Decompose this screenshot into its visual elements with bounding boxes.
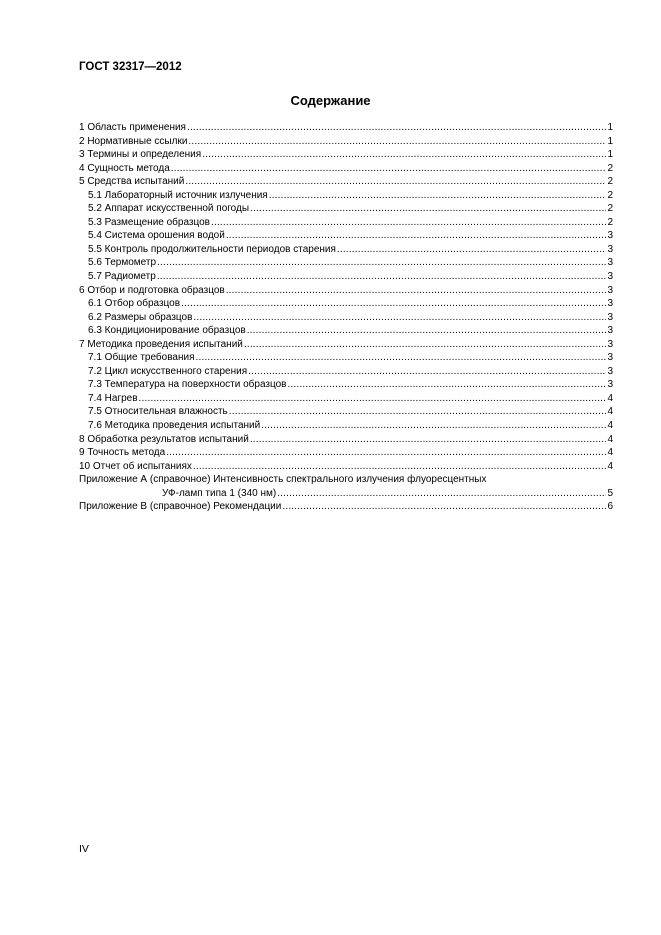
toc-entry-label: 5.1 Лабораторный источник излучения xyxy=(88,189,268,201)
dot-leader xyxy=(261,419,606,433)
toc-entry[interactable] xyxy=(79,189,613,203)
dot-leader xyxy=(185,175,606,189)
toc-entry-label: 6 Отбор и подготовка образцов xyxy=(79,284,225,296)
toc-entry-label: 6.3 Кондиционирование образцов xyxy=(88,325,246,337)
toc-entry-label: 7.3 Температура на поверхности образцов xyxy=(88,379,287,391)
dot-leader xyxy=(202,148,606,162)
toc-entry-page: 3 xyxy=(607,325,613,337)
toc-entry-page: 1 xyxy=(607,135,613,147)
toc-entry[interactable] xyxy=(79,148,613,162)
toc-entry[interactable] xyxy=(79,446,613,460)
toc-entry-page: 4 xyxy=(607,392,613,404)
toc-entry-page: 4 xyxy=(607,460,613,472)
toc-entry[interactable] xyxy=(79,121,613,135)
toc-entry-label: 4 Сущность метода xyxy=(79,162,170,174)
toc-entry-page: 3 xyxy=(607,311,613,323)
toc-entry[interactable] xyxy=(79,365,613,379)
toc-entry[interactable] xyxy=(79,243,613,257)
toc-entry[interactable] xyxy=(79,378,613,392)
appendix-b-label: Приложение В (справочное) Рекомендации xyxy=(79,501,282,513)
dot-leader xyxy=(157,270,607,284)
toc-entry-label: 1 Область применения xyxy=(79,122,186,133)
toc-entry-label: 5.2 Аппарат искусственной погоды xyxy=(88,203,250,215)
toc-entry-page: 3 xyxy=(607,379,613,391)
dot-leader xyxy=(248,365,606,379)
toc-entry-label: 7.6 Методика проведения испытаний xyxy=(88,420,261,432)
toc-entry[interactable] xyxy=(79,405,613,419)
dot-leader xyxy=(181,297,606,311)
toc-entry[interactable] xyxy=(79,175,613,189)
dot-leader xyxy=(193,460,607,474)
dot-leader xyxy=(250,202,606,216)
toc-entry-page: 4 xyxy=(607,406,613,418)
dot-leader xyxy=(282,500,606,514)
toc-entry-page: 4 xyxy=(607,447,613,459)
toc-entry-label: 5 Средства испытаний xyxy=(79,176,185,188)
toc-entry-label: 10 Отчет об испытаниях xyxy=(79,460,192,472)
page-number: IV xyxy=(79,843,89,855)
dot-leader xyxy=(157,256,606,270)
toc-entry-label: 6.2 Размеры образцов xyxy=(88,311,193,323)
toc-entry-label: 7.2 Цикл искусственного старения xyxy=(88,365,248,377)
toc-entry-page: 3 xyxy=(607,298,613,310)
toc-entry-label: 5.5 Контроль продолжительности периодов старения xyxy=(88,243,336,255)
toc-entry[interactable] xyxy=(79,216,613,230)
dot-leader xyxy=(250,433,607,447)
dot-leader xyxy=(229,405,607,419)
toc-entry-page: 2 xyxy=(607,203,613,215)
toc-entry[interactable] xyxy=(79,135,613,149)
toc-entry[interactable] xyxy=(79,419,613,433)
toc-entry[interactable] xyxy=(79,229,613,243)
dot-leader xyxy=(139,392,607,406)
toc-entry-page: 2 xyxy=(607,216,613,228)
toc-entry[interactable] xyxy=(79,324,613,338)
toc-entry-page: 3 xyxy=(607,230,613,242)
toc-entry-page: 2 xyxy=(607,189,613,201)
toc-entry-page: 2 xyxy=(607,176,613,188)
toc-entry[interactable] xyxy=(79,162,613,176)
toc-entry-page: 1 xyxy=(607,122,613,133)
appendix-a-label-cont: УФ-ламп типа 1 (340 нм) xyxy=(162,487,277,499)
toc-entry-page: 4 xyxy=(607,433,613,445)
toc-entry-label: 8 Обработка результатов испытаний xyxy=(79,433,249,445)
dot-leader xyxy=(337,243,607,257)
toc-entry-label: 5.4 Система орошения водой xyxy=(88,230,225,242)
appendix-a-entry[interactable] xyxy=(79,487,613,501)
appendix-a-label: Приложение А (справочное) Интенсивность спектрального излучения флуоресцентных xyxy=(79,474,487,486)
table-of-contents xyxy=(79,121,613,514)
toc-entry[interactable] xyxy=(79,338,613,352)
dot-leader xyxy=(287,378,606,392)
toc-entry-label: 7.5 Относительная влажность xyxy=(88,406,228,418)
toc-entry[interactable] xyxy=(79,297,613,311)
dot-leader xyxy=(226,229,607,243)
toc-entry-page: 2 xyxy=(607,162,613,174)
toc-entry[interactable] xyxy=(79,311,613,325)
toc-entry-label: 7 Методика проведения испытаний xyxy=(79,338,243,350)
dot-leader xyxy=(244,338,607,352)
dot-leader xyxy=(277,487,606,501)
toc-entries xyxy=(79,121,613,473)
dot-leader xyxy=(193,311,606,325)
dot-leader xyxy=(166,446,606,460)
dot-leader xyxy=(247,324,607,338)
toc-entry-page: 3 xyxy=(607,338,613,350)
toc-entry-label: 7.1 Общие требования xyxy=(88,352,195,364)
toc-entry[interactable] xyxy=(79,392,613,406)
toc-entry[interactable] xyxy=(79,351,613,365)
toc-entry-label: 7.4 Нагрев xyxy=(88,392,138,404)
toc-entry-label: 9 Точность метода xyxy=(79,447,166,459)
toc-entry-label: 5.7 Радиометр xyxy=(88,271,156,283)
dot-leader xyxy=(211,216,606,230)
standard-designation: ГОСТ 32317—2012 xyxy=(79,61,182,73)
appendix-a-title-line xyxy=(79,473,613,487)
toc-entry-label: 2 Нормативные ссылки xyxy=(79,135,188,147)
dot-leader xyxy=(188,135,606,149)
toc-entry-label: 5.3 Размещение образцов xyxy=(88,216,210,228)
toc-entry-label: 3 Термины и определения xyxy=(79,149,202,161)
appendix-b-page: 6 xyxy=(607,501,613,513)
toc-entry-page: 4 xyxy=(607,420,613,432)
toc-entry-page: 3 xyxy=(607,257,613,269)
dot-leader xyxy=(269,189,607,203)
appendix-a-page: 5 xyxy=(607,487,613,499)
toc-entry-label: 6.1 Отбор образцов xyxy=(88,298,181,310)
toc-entry-page: 3 xyxy=(607,352,613,364)
toc-entry-page: 3 xyxy=(607,243,613,255)
dot-leader xyxy=(226,284,607,298)
toc-entry-page: 1 xyxy=(607,149,613,161)
toc-entry[interactable] xyxy=(79,256,613,270)
toc-entry[interactable] xyxy=(79,433,613,447)
toc-entry-page: 3 xyxy=(607,365,613,377)
toc-entry[interactable] xyxy=(79,270,613,284)
toc-entry[interactable] xyxy=(79,284,613,298)
toc-entry[interactable] xyxy=(79,460,613,474)
dot-leader xyxy=(196,351,607,365)
dot-leader xyxy=(171,162,607,176)
toc-entry-page: 3 xyxy=(607,284,613,296)
toc-entry[interactable] xyxy=(79,202,613,216)
toc-entry-label: 5.6 Термометр xyxy=(88,257,157,269)
dot-leader xyxy=(187,121,606,135)
appendix-b-entry[interactable] xyxy=(79,500,613,514)
toc-title: Содержание xyxy=(290,93,371,108)
toc-entry-page: 3 xyxy=(607,271,613,283)
